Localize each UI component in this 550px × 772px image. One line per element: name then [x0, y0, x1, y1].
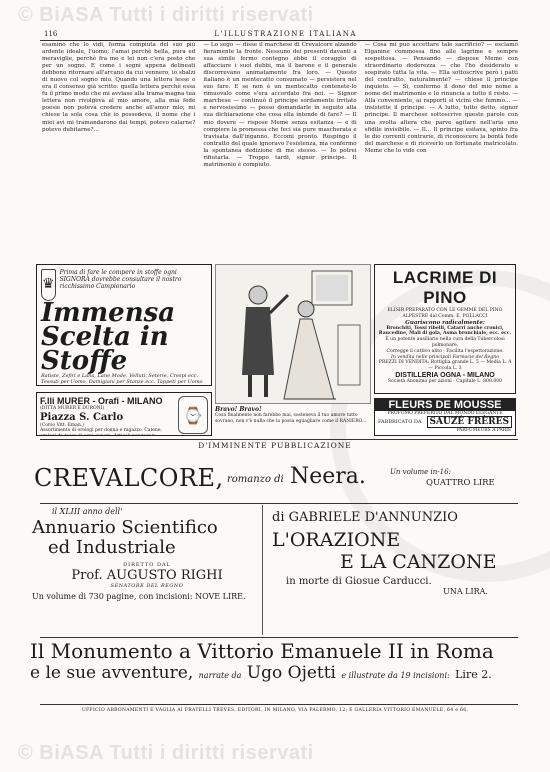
ad-lacrime-line4: È un potente ausiliario nella cura della Tubercolosi polmonare. [385, 337, 505, 348]
ad-oettinger-headline: Immensa Scelta in Stoffe [41, 298, 176, 376]
crevalcore-announcement [34, 460, 518, 500]
ad-murer-line3: Piazza S. Carlo [40, 411, 124, 423]
annuario-director-title: SENATORE DEL REGNO [110, 583, 184, 589]
annuario-edition: il XLIII anno dell' [52, 507, 123, 516]
ad-murer-line2: (DITTA MURER E DURONI) [40, 406, 105, 411]
crevalcore-volume: Un volume in-16: [390, 468, 451, 476]
illustration [215, 264, 371, 436]
crevalcore-subtitle: romanzo di [227, 474, 284, 485]
ad-murer [36, 392, 212, 436]
annuario-director: Prof. AUGUSTO RIGHI [71, 568, 223, 583]
dannunzio-announcement [272, 510, 518, 596]
watermark-top: © BiASA Tutti i diritti riservati [18, 4, 314, 26]
crevalcore-price: QUATTRO LIRE [426, 478, 495, 488]
ad-lacrime-distillery-small: Società Anonima per azioni - Capitale L. 800.000 [387, 378, 503, 384]
mid-rule [40, 503, 518, 504]
page-number: 116 [44, 30, 58, 38]
ad-lacrime-line3: Bronchiti, Tossi ribelli, Catarri anche cronici, Raucedine, Mali di gola, Asma bronchiale, ecc. ecc. [378, 325, 512, 337]
ad-fleurs-de-mousse [374, 398, 516, 436]
monumento-line-2: e le sue avventure, narrate da Ugo Ojetti e illustrate da 19 incisioni: Lire 2. [30, 663, 492, 683]
ad-fleurs-place: PARFUMEURS A PARIS [456, 428, 511, 433]
ad-lacrime-di-pino [374, 264, 516, 394]
ad-lacrime-distillery: DISTILLERIA OGNA - MILANO [395, 371, 495, 379]
illustration-caption: Bravo! Bravo! [215, 406, 262, 413]
footer-rule [40, 704, 518, 705]
pocket-watch-icon: ⌚ [178, 396, 208, 434]
publication-heading: D'IMMINENTE PUBBLICAZIONE [198, 441, 352, 450]
article-column-2: — Lo sego — disse il marchese di Crevalcore alzando fieramente la fronte. Nessuno dei presenti davanti a sua simile fermo contegno ebbe il coraggio di affacciare i suoi dubbi, ma il barone e il generale discorrevano animatamente fra loro. — Questo italiano è un mentecatto consumato — persistera nel suo fare. E se non è un mentecatto contenete-lo rimuovalo come s'era accordato fra noi. — Signor marchese — continuò il principe sordamente irritato e nervosissimo — posso domandarle in seguito alla sua dichiarazione che cosa ella intende di fare? — Il mio dovere — rispose Meme senza esitanza — e di compiere la promessa che feci sia pure mascherata e travisata dall'inganno. Eccomi pronto. Respingo il contratto del quale ignoravo l'esistenza, ma confermo la spontanea dedizione di me stesso. — Io potrei rifiutarla. — Troppo tardi, signor principe. Il matrimonio è compiuto. [203, 42, 357, 168]
ad-fleurs-left: FABBRICATO DA [378, 419, 422, 425]
publication-rule [40, 439, 518, 440]
ad-murer-small: Assortimento di orologi per donna e ragazzo. Catene, orologi da tasca di ogni genere. Articoli per regalo. [40, 428, 162, 436]
monumento-title: Il Monumento a Vittorio Emanuele II in Roma [30, 639, 494, 663]
running-head [44, 30, 514, 38]
illustration-text: Cosa finalmente non farebbe mai, sosteneva il tuo amore tutto sovrano, non v'è nulla che la possa eguagliare come il RANIERO... [215, 413, 367, 424]
annuario-directed-by: DIRETTO DAL [123, 562, 171, 568]
monumento-announcement [30, 640, 520, 687]
header-rule [40, 40, 518, 41]
crevalcore-title: CREVALCORE, [34, 464, 224, 492]
ad-lacrime-line1: ELISIR PREPARATO CON LE GEMME DEL PINO ALPESTRE dal Comm. E. POLLACCI [387, 308, 503, 319]
ad-murer-line4: (Corso Vitt. Eman.) [40, 422, 84, 428]
publisher-footer: UFFICIO ABBONAMENTI E VAGLIA AI FRATELLI TREVES, EDITORI, IN MILANO, VIA PALERMO, 12; E GALLERIA VITTORIO EMANUELE, 64 e 66. [81, 708, 469, 713]
column-divider [262, 505, 263, 635]
ad-oettinger [36, 264, 212, 386]
annuario-announcement [32, 507, 262, 601]
ad-oettinger-list: Batiste, Zefiri e Lana, Lane Mode, Velluti, Seterie, Crespi ecc. Tessuti per Uomo, Damigiani per Stanze ecc. Tappeti per Uomo [41, 373, 203, 385]
lower-rule [40, 637, 518, 638]
watermark-bottom: © BiASA Tutti i diritti riservati [18, 742, 314, 764]
ad-oettinger-intro: Prima di fare le compere in stoffe ogni SIGNORA dovrebbe consultare il nostro ricchissimo Campionario [59, 269, 182, 290]
dannunzio-title: L'ORAZIONE [272, 529, 401, 551]
ad-lacrime-title: LACRIME DI PINO [392, 268, 498, 307]
ad-lacrime-line5: Corregge il cattivo alito · Facilita l'espettorazione. [386, 348, 504, 354]
article-column-3: — Cosa mi può accettare tale sacrificio? — esclamò Elganine commossa fino alle lagrime e sempre sospettosa. — Pensando — dispose Meme con straordinario doderezza — che l'ho desiderato e sospirato tutta la vita. — Ella sottoscrive però i patti del contratto, naturalmente? — chiese il principe inquieto. — Sì, confermo il dono del mio nome a nome del matrimonio e lo rinuncia a tutto il resto. — Alla conveniente, ai rapporti si vicini che fummo... — insistette il principe. — A lutto, tutto detto, signor principe. Il marchese sottoscrive queste parole con una svolta altera che parve agitare nell'aria uno sfidile invisibile. — Il... Il principe esitava, spinto fra le dio correnti contrarie, di riconoscere la bontà fede del marchese e di riceverlo un fortunate matricolato. Meme che lo vide con [364, 42, 518, 154]
ad-lacrime-line2: Guariscono radicalmente: [405, 319, 485, 326]
dannunzio-subject: in morte di Giosue Carducci. [286, 576, 432, 587]
ad-murer-line1: F.lli MURER - Orafi - MILANO [40, 396, 163, 406]
crevalcore-author: Neera. [290, 464, 366, 489]
article-column-1: esaminò che lo vidi, forma compiuta del suo più ardente ideale, l'uomo; l'amai perchè bella, pura ed meraviglie, perchè fra me e lei non c'era posto che per un sogno. E come i sogni appena delineati debbono ritornare all'arcano da cui vennero, io sbalzi di nuovo col sogno mio. Quando una lettera lesse o era il consenso già scritto: quella lettera perchè essa fu il primo modo che mi avviase alla trama magna tua lettera non rivolgeva al mio amore, alla mia fede poesie non poteva credere anche all'amor mio; mi chiese la sola cosa che io possedeva, il nome che i miei avi mi tramandarono dai tempi, potevo calarne? potevo dubitarne?... [42, 42, 196, 133]
ad-lacrime-line6: In vendita nelle principali Farmacie del Regno [391, 354, 499, 360]
annuario-price: Un volume di 730 pagine, con incisioni: NOVE LIRE. [32, 592, 246, 601]
ad-fleurs-brand: SAUZÉ FRÈRES [427, 416, 512, 428]
crest-icon: ♛ [41, 269, 56, 301]
annuario-title: Annuario Scientifico [32, 517, 218, 538]
dannunzio-price: UNA LIRA. [443, 587, 488, 596]
illustration-picture [215, 264, 371, 404]
annuario-title-2: ed Industriale [48, 537, 176, 558]
ad-lacrime-prices: PREZZI DI VENDITA: Bottiglia grande L. 5 — Media L. 4 — Piccola L. 3 [378, 360, 512, 372]
ad-fleurs-sub: PROFUMO PREFERITO DAL MONDO ELEGANTE [387, 411, 503, 416]
ad-fleurs-title: FLEURS DE MOUSSE [375, 399, 515, 411]
couple-engraving-icon [216, 265, 370, 403]
dannunzio-title-2: E LA CANZONE [340, 551, 497, 573]
publication-title: L'ILLUSTRAZIONE ITALIANA [214, 30, 357, 38]
article-columns [42, 42, 518, 260]
dannunzio-author: di GABRIELE D'ANNUNZIO [272, 510, 458, 525]
